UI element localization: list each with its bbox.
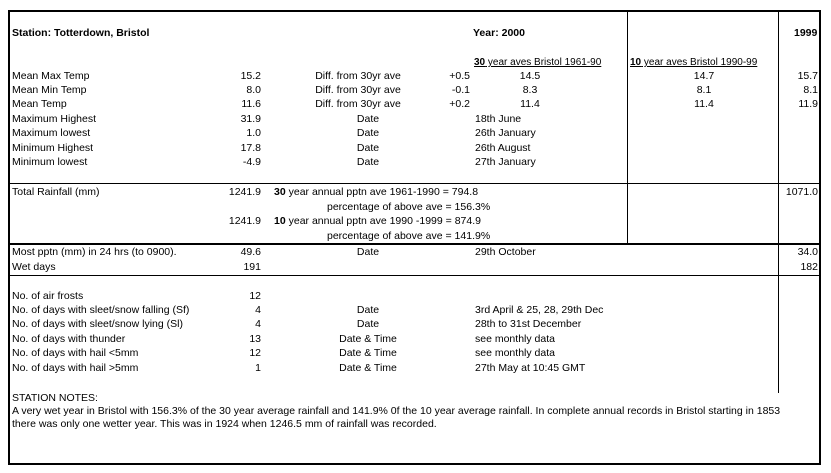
rainfall-10yr-percentage: percentage of above ave = 141.9% [327, 230, 491, 242]
rainfall-10yr-number: 10 [274, 215, 286, 227]
wet-days-prev: 182 [800, 261, 818, 273]
count-label: No. of days with hail >5mm [12, 362, 139, 374]
count-value: 1 [255, 362, 261, 374]
heading-30yr-ave [474, 57, 601, 69]
extreme-date: 26th January [475, 127, 536, 139]
rainfall-30yr-number: 30 [274, 186, 286, 198]
temp-ave10: 11.4 [694, 98, 714, 110]
rainfall-30yr-percentage: percentage of above ave = 156.3% [327, 201, 491, 213]
temp-value: 11.6 [241, 98, 261, 110]
count-label: No. of air frosts [12, 290, 84, 302]
temp-ave10: 8.1 [696, 84, 712, 96]
divider-prev-year-lower [778, 283, 779, 393]
extreme-desc: Date [356, 113, 380, 125]
rainfall-value-30yr: 1241.9 [228, 186, 261, 198]
count-info: see monthly data [475, 333, 555, 345]
extreme-desc: Date [356, 156, 380, 168]
temp-value: 8.0 [246, 84, 261, 96]
extreme-label: Maximum lowest [12, 127, 91, 139]
count-label: No. of days with thunder [12, 333, 126, 345]
temp-ave30: 14.5 [519, 70, 541, 82]
rainfall-10yr-ave-line [274, 215, 481, 227]
temp-prev: 15.7 [797, 70, 818, 82]
divider-counts-top [9, 275, 820, 276]
count-label: No. of days with hail <5mm [12, 347, 139, 359]
wet-days-label: Wet days [12, 261, 56, 273]
heading-10yr-ave [630, 57, 757, 69]
count-desc: Date [356, 304, 380, 316]
extreme-label: Minimum Highest [12, 142, 94, 154]
temp-desc: Diff. from 30yr ave [315, 84, 401, 96]
count-desc: Date & Time [339, 362, 397, 374]
pptn-label: Most pptn (mm) in 24 hrs (to 0900). [12, 246, 177, 258]
temp-prev: 8.1 [803, 84, 818, 96]
count-desc: Date & Time [339, 333, 397, 345]
temp-value: 15.2 [240, 70, 261, 82]
temp-ave30: 8.3 [522, 84, 538, 96]
station-notes-text: A very wet year in Bristol with 156.3% of the 30 year average rainfall and 141.9% 0f the 10 year average rainfall. In complete annual records in Bristol starting in 1853 there was only one wetter year. This was in 1924 when 1246.5 mm of rainfall was recorded. [12, 405, 781, 430]
rainfall-prev: 1071.0 [785, 186, 818, 198]
rainfall-label: Total Rainfall (mm) [12, 186, 100, 198]
count-value: 12 [249, 347, 261, 359]
divider-pptn-top [9, 243, 820, 245]
count-value: 4 [255, 318, 261, 330]
count-info: 3rd April & 25, 28, 29th Dec [475, 304, 604, 316]
count-desc: Date [356, 318, 380, 330]
temp-diff: +0.2 [449, 98, 470, 110]
extreme-value: 1.0 [246, 127, 261, 139]
temp-desc: Diff. from 30yr ave [315, 98, 401, 110]
count-value: 13 [249, 333, 261, 345]
count-info: see monthly data [475, 347, 555, 359]
rainfall-30yr-ave-line [274, 186, 478, 198]
count-info: 28th to 31st December [475, 318, 582, 330]
station-name: Station: Totterdown, Bristol [12, 27, 150, 39]
temp-label: Mean Max Temp [12, 70, 90, 82]
wet-days-value: 191 [243, 261, 261, 273]
extreme-value: -4.9 [242, 156, 261, 168]
heading-10yr-number: 10 [630, 57, 642, 68]
station-notes-title: STATION NOTES: [12, 392, 98, 404]
extreme-desc: Date [356, 127, 380, 139]
extreme-date: 18th June [475, 113, 522, 125]
rainfall-value-10yr: 1241.9 [228, 215, 261, 227]
heading-30yr-text: year aves Bristol 1961-90 [485, 57, 602, 68]
count-label: No. of days with sleet/snow falling (Sf) [12, 304, 190, 316]
temp-ave30: 11.4 [520, 98, 540, 110]
temp-prev: 11.9 [798, 98, 818, 110]
temp-diff: +0.5 [449, 70, 470, 82]
report-year: Year: 2000 [473, 27, 525, 39]
pptn-date: 29th October [475, 246, 536, 258]
temp-diff: -0.1 [451, 84, 470, 96]
divider-10yr-left [627, 11, 628, 244]
count-info: 27th May at 10:45 GMT [475, 362, 586, 374]
extreme-label: Maximum Highest [12, 113, 97, 125]
rainfall-30yr-text: year annual pptn ave 1961-1990 = 794.8 [285, 186, 479, 198]
divider-rainfall-top [9, 183, 820, 184]
count-desc: Date & Time [339, 347, 397, 359]
pptn-desc: Date [356, 246, 380, 258]
heading-30yr-number: 30 [474, 57, 486, 68]
temp-ave10: 14.7 [693, 70, 715, 82]
extreme-value: 17.8 [240, 142, 261, 154]
extreme-date: 27th January [475, 156, 536, 168]
pptn-value: 49.6 [240, 246, 261, 258]
temp-label: Mean Min Temp [12, 84, 87, 96]
extreme-value: 31.9 [240, 113, 261, 125]
extreme-desc: Date [356, 142, 380, 154]
extreme-date: 26th August [475, 142, 531, 154]
rainfall-10yr-text: year annual pptn ave 1990 -1999 = 874.9 [285, 215, 481, 227]
extreme-label: Minimum lowest [12, 156, 88, 168]
count-value: 12 [249, 290, 261, 302]
pptn-prev: 34.0 [797, 246, 818, 258]
previous-year: 1999 [794, 27, 818, 39]
temp-desc: Diff. from 30yr ave [315, 70, 401, 82]
count-value: 4 [255, 304, 261, 316]
heading-10yr-text: year aves Bristol 1990-99 [641, 57, 758, 68]
count-label: No. of days with sleet/snow lying (Sl) [12, 318, 183, 330]
temp-label: Mean Temp [12, 98, 67, 110]
